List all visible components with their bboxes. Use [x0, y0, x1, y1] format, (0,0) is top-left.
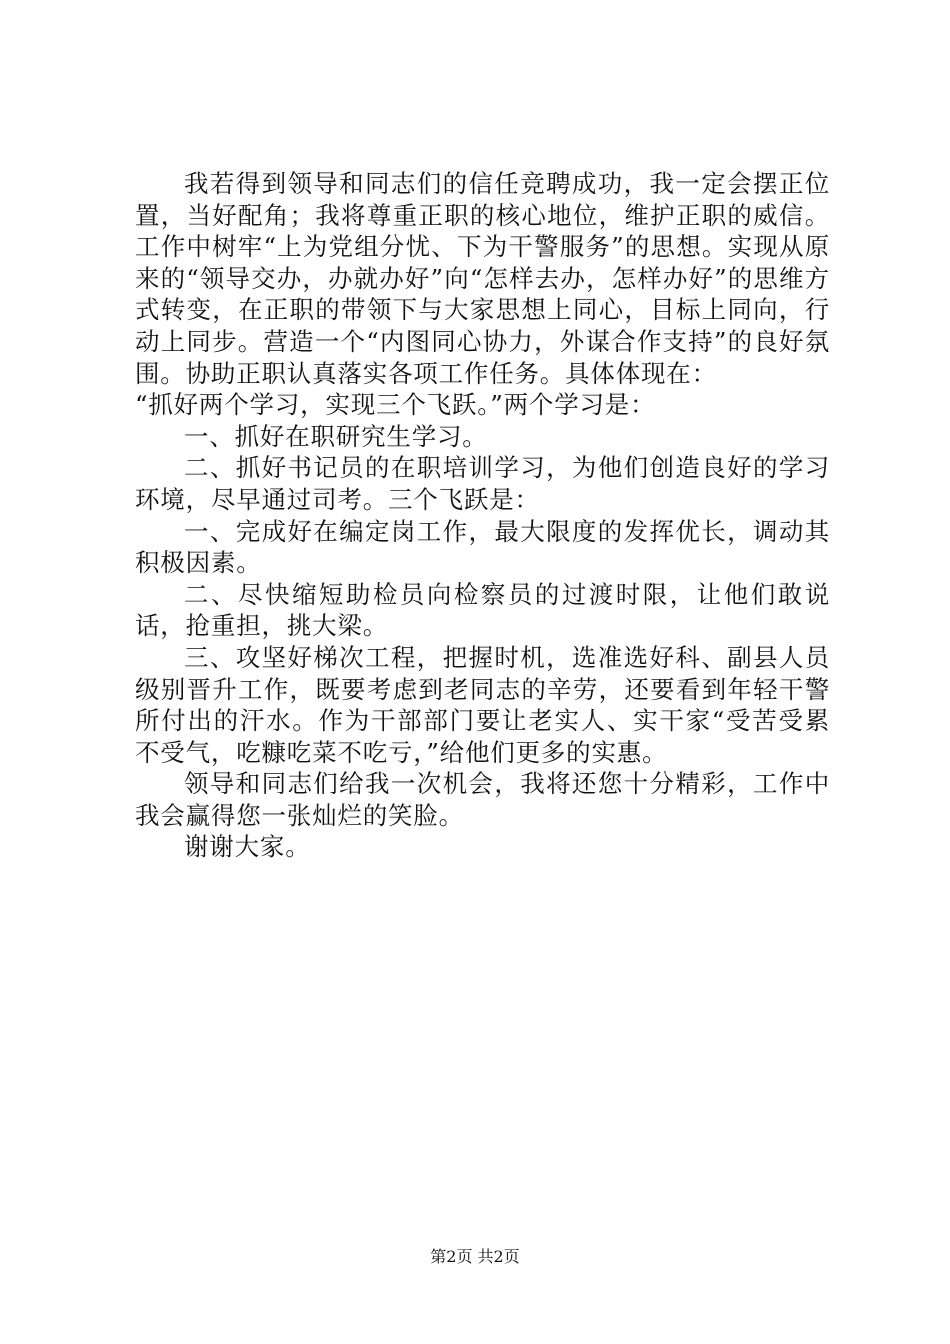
paragraph-leap-1: 一、完成好在编定岗工作，最大限度的发挥优长，调动其积极因素。: [135, 516, 830, 578]
paragraph-study-2: 二、抓好书记员的在职培训学习，为他们创造良好的学习环境，尽早通过司考。三个飞跃是：: [135, 453, 830, 514]
document-body: [135, 168, 830, 863]
paragraph-closing: 领导和同志们给我一次机会，我将还您十分精彩，工作中我会赢得您一张灿烂的笑脸。: [135, 769, 830, 830]
paragraph-thanks: 谢谢大家。: [184, 832, 311, 862]
paragraph-leap-2: 二、尽快缩短助检员向检察员的过渡时限，让他们敢说话，抢重担，挑大梁。: [135, 579, 830, 641]
paragraph-study-1: 一、抓好在职研究生学习。: [184, 421, 488, 451]
page-number-footer: 第2页 共2页: [430, 1247, 520, 1266]
paragraph-leap-3: 三、攻坚好梯次工程，把握时机，选准选好科、副县人员级别晋升工作，既要考虑到老同志的辛劳，还要看到年轻干警所付出的汗水。作为干部部门要让老实人、实干家“受苦受累不受气，吃糠吃菜不吃亏，”给他们更多的实惠。: [135, 642, 830, 767]
paragraph-intro: 我若得到领导和同志们的信任竞聘成功，我一定会摆正位置，当好配角；我将尊重正职的核心地位，维护正职的威信。工作中树牢“上为党组分忧、下为干警服务”的思想。实现从原来的“领导交办，办就办好”向“怎样去办，怎样办好”的思维方式转变，在正职的带领下与大家思想上同心，目标上同向，行动上同步。营造一个“内图同心协力，外谋合作支持”的良好氛围。协助正职认真落实各项工作任务。具体体现在：: [135, 169, 830, 388]
paragraph-two-studies: “抓好两个学习，实现三个飞跃。”两个学习是：: [135, 390, 656, 420]
